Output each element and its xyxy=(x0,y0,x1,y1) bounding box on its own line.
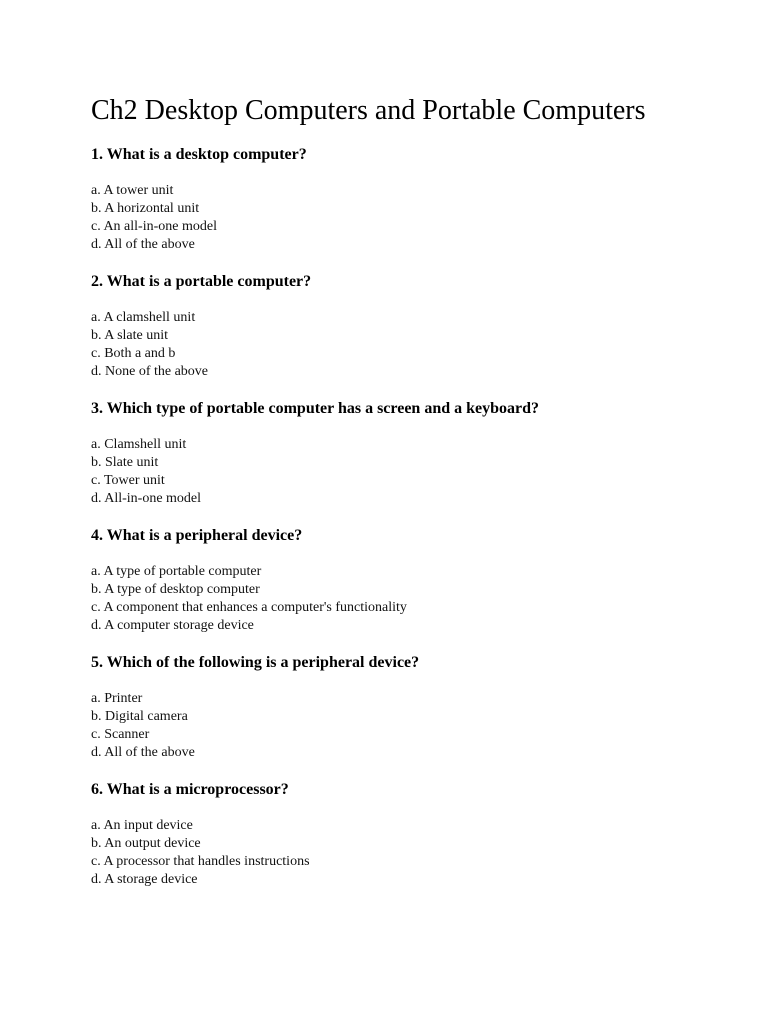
question-4 xyxy=(91,526,731,635)
answer-options xyxy=(91,563,731,635)
answer-option: c. Both a and b xyxy=(91,346,176,361)
answer-option: d. All of the above xyxy=(91,237,195,252)
question-heading: 2. What is a portable computer? xyxy=(91,273,312,290)
question-heading: 6. What is a microprocessor? xyxy=(91,781,289,798)
answer-option: a. A clamshell unit xyxy=(91,310,196,325)
answer-option: d. None of the above xyxy=(91,364,209,379)
answer-option: a. Clamshell unit xyxy=(91,437,187,452)
answer-option: c. A component that enhances a computer's functionality xyxy=(91,600,407,615)
answer-option: b. An output device xyxy=(91,836,201,851)
answer-option: d. A computer storage device xyxy=(91,618,254,633)
answer-option: b. A slate unit xyxy=(91,328,168,343)
answer-options xyxy=(91,436,731,508)
answer-option: c. Scanner xyxy=(91,727,150,742)
question-heading: 3. Which type of portable computer has a screen and a keyboard? xyxy=(91,400,540,417)
answer-options xyxy=(91,182,731,254)
question-heading: 1. What is a desktop computer? xyxy=(91,146,307,163)
answer-option: b. Digital camera xyxy=(91,709,188,724)
answer-options xyxy=(91,690,731,762)
document-title: Ch2 Desktop Computers and Portable Computers xyxy=(91,95,646,126)
answer-option: b. A horizontal unit xyxy=(91,201,200,216)
question-5 xyxy=(91,653,731,762)
answer-option: d. All of the above xyxy=(91,745,195,760)
answer-option: a. A type of portable computer xyxy=(91,564,262,579)
question-1 xyxy=(91,145,731,254)
answer-option: d. All-in-one model xyxy=(91,491,202,506)
answer-option: a. Printer xyxy=(91,691,143,706)
answer-option: c. Tower unit xyxy=(91,473,165,488)
question-heading: 5. Which of the following is a peripheral device? xyxy=(91,654,420,671)
answer-options xyxy=(91,817,731,889)
answer-option: c. A processor that handles instructions xyxy=(91,854,310,869)
question-heading: 4. What is a peripheral device? xyxy=(91,527,303,544)
answer-option: d. A storage device xyxy=(91,872,198,887)
answer-option: c. An all-in-one model xyxy=(91,219,217,234)
answer-options xyxy=(91,309,731,381)
answer-option: a. A tower unit xyxy=(91,183,174,198)
document-page xyxy=(91,93,731,889)
question-3 xyxy=(91,399,731,508)
question-6 xyxy=(91,780,731,889)
answer-option: a. An input device xyxy=(91,818,193,833)
answer-option: b. A type of desktop computer xyxy=(91,582,260,597)
question-2 xyxy=(91,272,731,381)
answer-option: b. Slate unit xyxy=(91,455,159,470)
